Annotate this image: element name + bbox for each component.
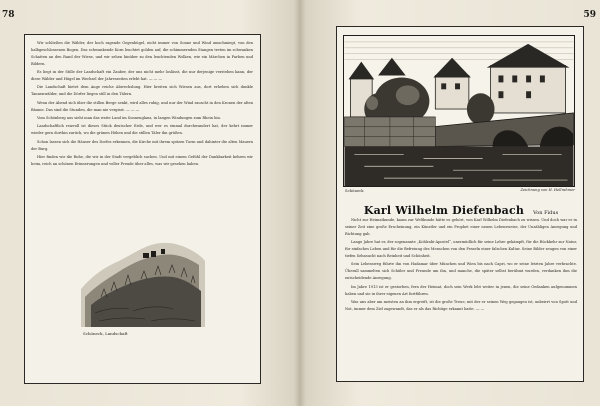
village-bridge-illustration [343, 35, 575, 187]
right-paragraph: Sein Lebensweg führte ihn von Hadamar über München und Wien bis nach Capri, wo er seine letzten Jahre verbrachte. Überall sammelten sich Schüler und Freunde um ihn, und manche, die später selbst berühmt wurden, verdanken ihm die entscheidende Anregung. [345, 262, 577, 281]
left-illustration-caption: Schöneck, Landschaft [83, 331, 128, 336]
right-page-frame [336, 26, 584, 382]
right-illustration-caption: Schöneck [345, 188, 364, 193]
article-title: Karl Wilhelm Diefenbach [363, 204, 525, 217]
left-paragraph: Vom Schönberg aus sieht man das weite Land im Sonnenglanz, in langen Windungen zum Rhein hin. [37, 116, 222, 121]
right-paragraph: Was uns aber am meisten an ihm ergreift, ist die große Treue, mit der er seinen Weg gegangen ist, unbeirrt von Spott und Not, immer dem Ziel zugewandt, das er als das Richtige erkannt hatte. — — [345, 299, 577, 311]
illustration-artist-credit: Zeichnung von H. Hellrahmer [520, 188, 575, 192]
left-page-number: 78 [2, 10, 15, 20]
right-paragraph: Im Jahre 1913 ist er gestorben, fern der Heimat, doch sein Werk lebt weiter in jenen, die seine Gedanken aufgenommen haben und sie in ihrer eigenen Art fortführen. [345, 284, 577, 296]
left-paragraph: Schon lassen sich die Häuser des Dorfes erkennen, die Kirche mit ihrem spitzen Turm und dahinter die alten Mauern der Burg. [31, 139, 253, 151]
left-paragraph: Wenn der Abend sich über die stillen Berge senkt, wird alles ruhig, und nur der Wind rauscht in den Kronen der alten Bäume. Das sind die Stunden, die man nie vergisst. — — — [31, 100, 253, 112]
article-author: Von Fidus [533, 210, 559, 216]
article-heading [337, 199, 585, 218]
left-paragraph: Die Landschaft bietet dem Auge reiche Abwechslung. Hier breiten sich Wiesen aus, dort erheben sich dunkle Tannenwälder, und die Dörfer liegen still in den Tälern. [31, 85, 253, 97]
right-paragraph: Nicht zur Heimatkunde, kaum zur Weltkunde hätte es gehört, von Karl Wilhelm Diefenbach zu wissen. Und doch war er in seiner Zeit eine große Erscheinung, ein Künstler und ein Prophet einer neuen Lebensweise, der Unzähligen Anregung und Richtung gab. [345, 218, 577, 236]
landscape-sketch-illustration [81, 227, 205, 327]
left-page-frame [24, 34, 261, 384]
right-page-number: 59 [583, 10, 596, 20]
left-paragraph: Es liegt in der Stille der Landschaft ein Zauber, der uns nicht mehr loslässt, die nur derjenige verstehen kann, der diese Wälder und Hügel im Wechsel der Jahreszeiten erlebt hat. — — — [31, 70, 253, 82]
left-paragraph: Landschaftlich reizvoll ist dieses Stück deutscher Erde, und wer es einmal durchwandert hat, der kehrt immer wieder gern dorthin zurück, wo die grünen Höhen und die stillen Täler ihn grüßen. [31, 124, 253, 136]
right-page-text [345, 217, 577, 377]
left-paragraph: Hier finden wir die Ruhe, die wir in der Stadt vergeblich suchen. Und mit einem Gefühl der Dankbarkeit kehren wir heim, reich an schönen Erinnerungen und voller Freude über alles, was wir gesehen haben. [31, 155, 253, 166]
left-page-text [31, 40, 253, 222]
right-paragraph: Lange Jahre hat er, der sogenannte „Kohlrabi-Apostel“, unermüdlich für seine Lehre gekämpft, für die Rückkehr zur Natur, für einfaches Leben und für die Befreiung des Menschen von den Fesseln einer falschen Kultur. Seine Bilder zeugen von einer tiefen Sehnsucht nach Reinheit und Schönheit. [345, 240, 577, 259]
left-paragraph: Wir schließen die Wälder, der hoch ragende Gegenhügel, nicht immer von Sonne und Wind umschmiegt, von den halbgeschlossenen Bogen. Das schwankende Korn leuchtet golden auf, die schimmernden Stangen treten im schwanken Schatten an den Rand der Wiese, und wir sehen hinüber zu den leuchtenden Wolken, wie ein Märchen in Farben und Bildern. [31, 41, 253, 66]
